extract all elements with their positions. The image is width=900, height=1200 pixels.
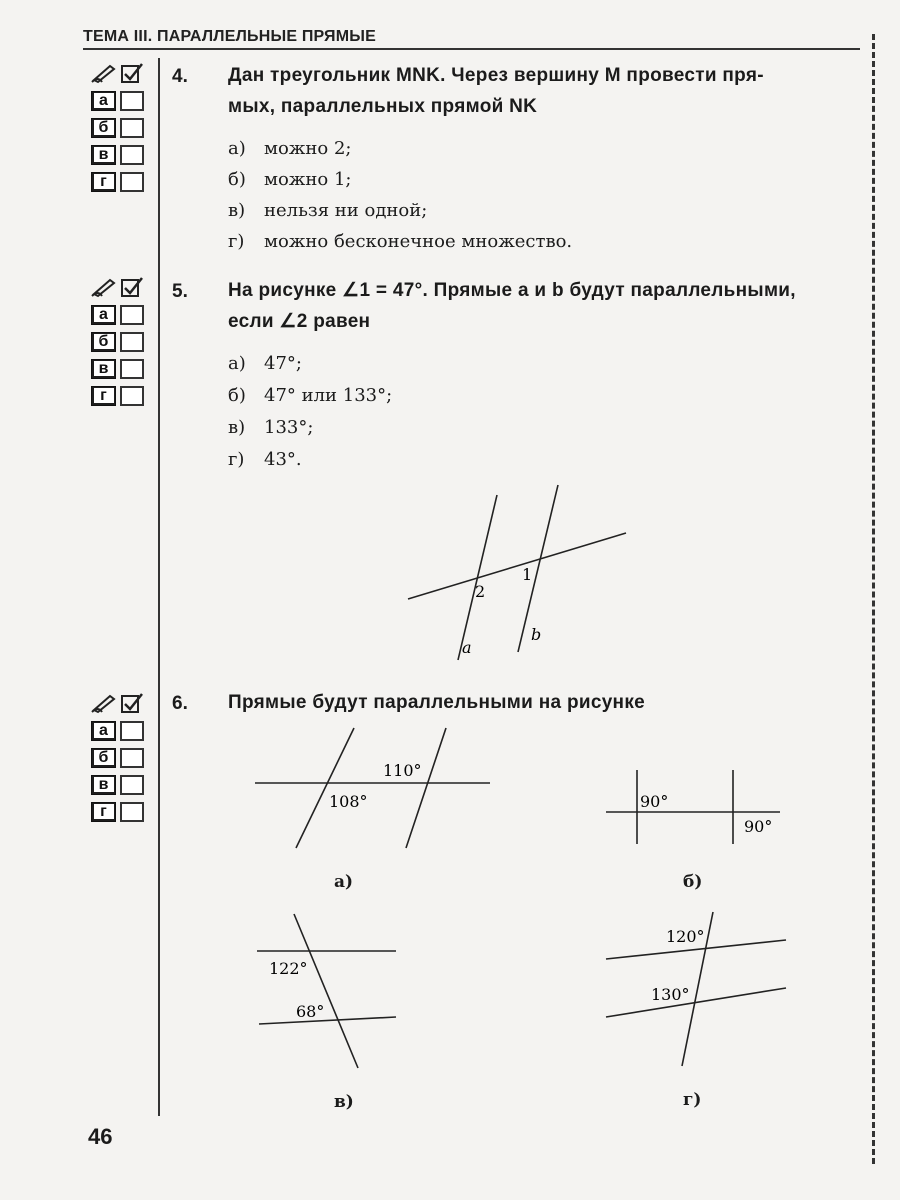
pen-icon <box>90 692 118 714</box>
question-text-line: если ∠2 равен <box>228 311 371 332</box>
line-b-label: b <box>531 625 542 644</box>
answer-choice <box>228 168 351 192</box>
answer-checkbox[interactable] <box>120 332 144 352</box>
choice-text: 47° или 133°; <box>264 385 393 406</box>
option-letter: г <box>94 174 114 189</box>
choice-text: нельзя ни одной; <box>264 200 428 221</box>
option-letter: а <box>94 723 114 738</box>
option-letter: б <box>94 334 114 349</box>
answer-choice <box>228 448 302 472</box>
figure-6v <box>250 904 410 1074</box>
answer-checkbox[interactable] <box>120 721 144 741</box>
choice-label: а) <box>228 138 246 159</box>
option-letter: б <box>94 750 114 765</box>
question-text <box>228 687 868 718</box>
checkbox-check-icon <box>120 62 144 84</box>
angle-2-label: 2 <box>475 582 486 601</box>
line-a <box>458 495 497 660</box>
figure-caption: б) <box>683 872 703 892</box>
answer-option-a <box>88 91 150 113</box>
answer-checkbox[interactable] <box>120 172 144 192</box>
answer-checkbox[interactable] <box>120 802 144 822</box>
answer-choice <box>228 137 351 161</box>
answer-option-a <box>88 721 150 743</box>
answer-option-b <box>88 118 150 140</box>
option-letter: а <box>94 307 114 322</box>
line-a-label: a <box>462 638 472 657</box>
page-header-title: ТЕМА III. ПАРАЛЛЕЛЬНЫЕ ПРЯМЫЕ <box>83 28 376 45</box>
answer-box-q4 <box>88 62 150 194</box>
question-text-line: Прямые будут параллельными на рисунке <box>228 692 646 713</box>
choice-label: г) <box>228 231 245 252</box>
answer-option-b <box>88 332 150 354</box>
question-number: 4. <box>172 66 188 87</box>
slanted-line <box>406 728 446 848</box>
choice-label: г) <box>228 449 245 470</box>
answer-choice <box>228 352 302 376</box>
option-letter: г <box>94 388 114 403</box>
checkbox-check-icon <box>120 276 144 298</box>
question-text-line: Дан треугольник MNK. Через вершину M провести пря- <box>228 65 764 86</box>
answer-choice <box>228 416 313 440</box>
answer-box-header <box>88 62 150 86</box>
answer-checkbox[interactable] <box>120 386 144 406</box>
answer-choice <box>228 384 392 408</box>
answer-box-header <box>88 692 150 716</box>
answer-option-v <box>88 775 150 797</box>
question-number: 6. <box>172 693 188 714</box>
angle-label: 130° <box>651 985 690 1004</box>
figure-q5-transversal <box>400 480 640 670</box>
pen-icon <box>90 62 118 84</box>
option-letter: в <box>94 147 114 162</box>
figure-caption: г) <box>683 1090 702 1110</box>
angle-label: 110° <box>383 761 422 780</box>
transversal-line <box>408 533 626 599</box>
question-text <box>228 275 868 337</box>
question-text-line: На рисунке ∠1 = 47°. Прямые a и b будут параллельными, <box>228 280 796 301</box>
option-letter: б <box>94 120 114 135</box>
angle-label: 90° <box>640 792 669 811</box>
figure-6b <box>600 764 790 850</box>
slanted-line <box>259 1017 396 1024</box>
answer-checkbox[interactable] <box>120 145 144 165</box>
figure-6g <box>600 906 790 1072</box>
answer-checkbox[interactable] <box>120 775 144 795</box>
answer-box-q6 <box>88 692 150 824</box>
figure-caption: а) <box>334 872 354 892</box>
choice-label: б) <box>228 169 246 190</box>
angle-label: 122° <box>269 959 308 978</box>
angle-label: 90° <box>744 817 773 836</box>
choice-text: 43°. <box>264 449 302 470</box>
choice-label: в) <box>228 200 246 221</box>
choice-label: а) <box>228 353 246 374</box>
answer-choice <box>228 230 572 254</box>
answer-checkbox[interactable] <box>120 305 144 325</box>
choice-text: 47°; <box>264 353 302 374</box>
choice-text: 133°; <box>264 417 314 438</box>
answer-option-b <box>88 748 150 770</box>
answer-option-g <box>88 172 150 194</box>
answer-checkbox[interactable] <box>120 91 144 111</box>
answer-box-header <box>88 276 150 300</box>
answer-checkbox[interactable] <box>120 748 144 768</box>
slanted-line <box>296 728 354 848</box>
answer-option-v <box>88 359 150 381</box>
question-text-line: мых, параллельных прямой NK <box>228 96 538 117</box>
header-rule <box>83 48 860 50</box>
answer-choice <box>228 199 427 223</box>
angle-label: 108° <box>329 792 368 811</box>
page-number: 46 <box>88 1124 113 1149</box>
choice-label: б) <box>228 385 246 406</box>
transversal-line <box>294 914 358 1068</box>
answer-checkbox[interactable] <box>120 359 144 379</box>
choice-text: можно 1; <box>264 169 352 190</box>
answer-option-a <box>88 305 150 327</box>
angle-label: 120° <box>666 927 705 946</box>
choice-text: можно бесконечное множество. <box>264 231 573 252</box>
answer-checkbox[interactable] <box>120 118 144 138</box>
question-number: 5. <box>172 281 188 302</box>
figure-6a <box>250 722 500 852</box>
question-text <box>228 60 868 122</box>
option-letter: в <box>94 777 114 792</box>
answer-option-v <box>88 145 150 167</box>
angle-1-label: 1 <box>522 565 533 584</box>
checkbox-check-icon <box>120 692 144 714</box>
option-letter: в <box>94 361 114 376</box>
option-letter: г <box>94 804 114 819</box>
pen-icon <box>90 276 118 298</box>
margin-rule <box>158 58 160 1116</box>
cut-line-border <box>872 34 875 1164</box>
angle-label: 68° <box>296 1002 325 1021</box>
answer-box-q5 <box>88 276 150 408</box>
choice-text: можно 2; <box>264 138 352 159</box>
choice-label: в) <box>228 417 246 438</box>
answer-option-g <box>88 386 150 408</box>
figure-caption: в) <box>334 1092 354 1112</box>
option-letter: а <box>94 93 114 108</box>
answer-option-g <box>88 802 150 824</box>
slanted-line <box>606 988 786 1017</box>
